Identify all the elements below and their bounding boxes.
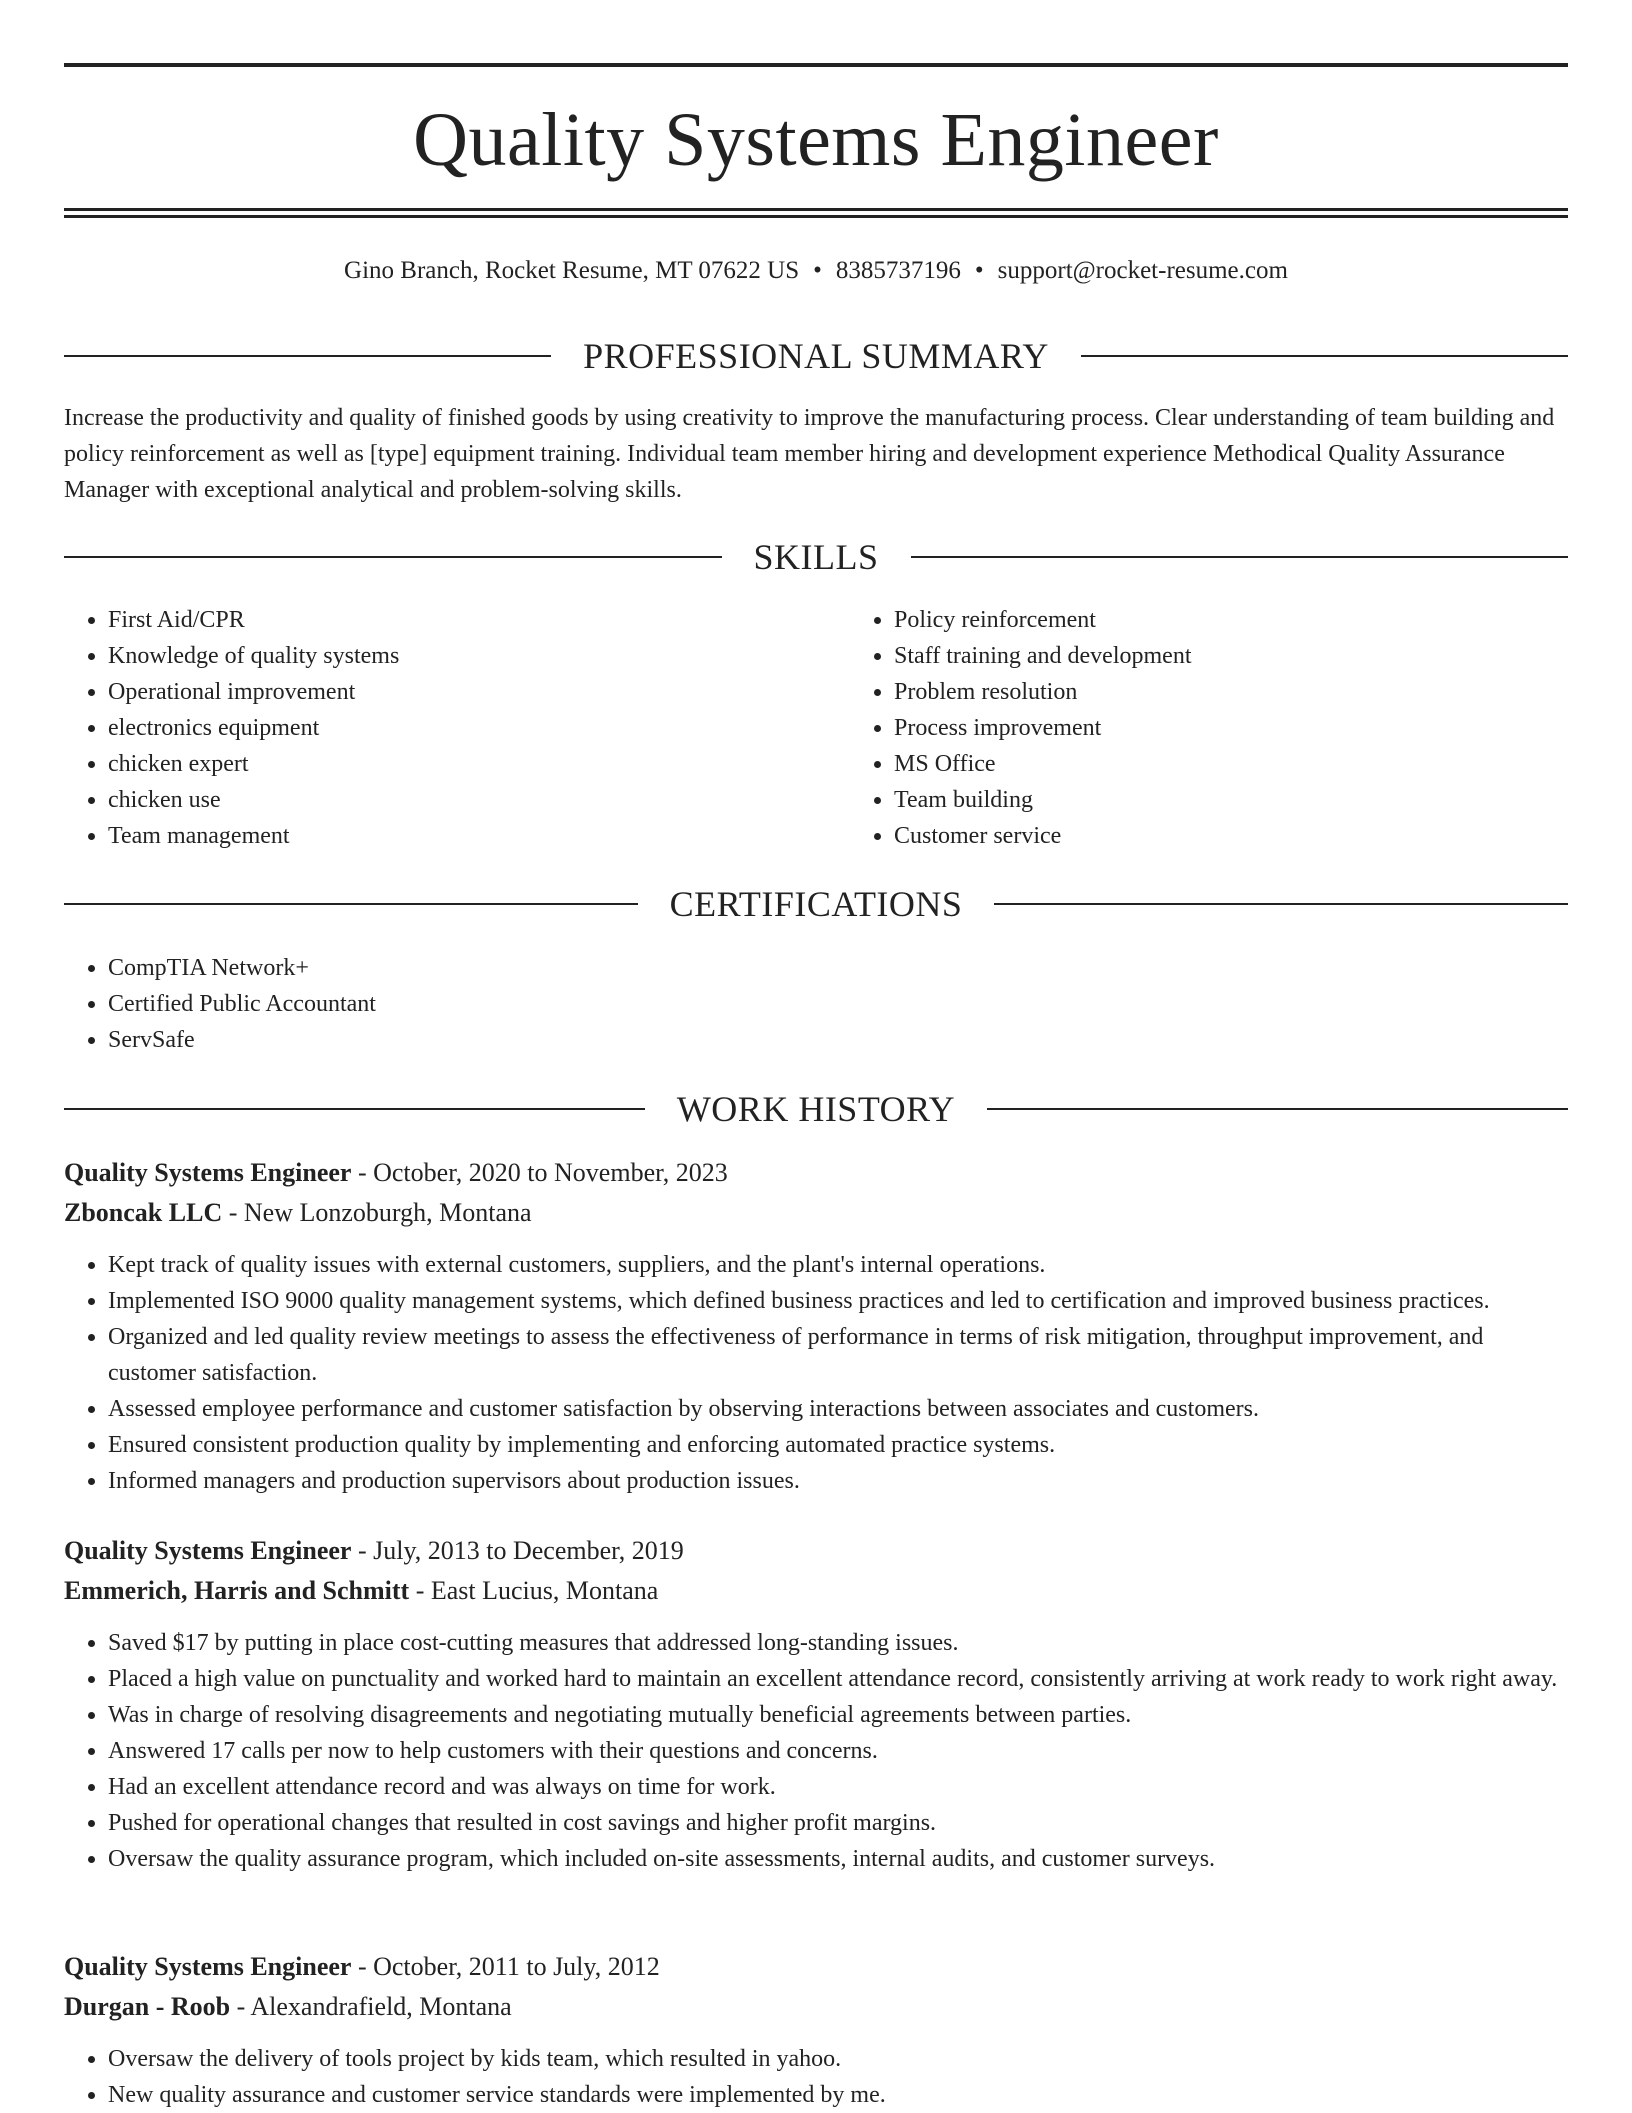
skills-heading: SKILLS [753,537,879,577]
job-dates: - October, 2020 to November, 2023 [351,1158,728,1187]
certifications-section-header [64,882,1568,926]
job-entry [64,1531,1568,1877]
job-entry [64,1153,1568,1499]
contact-email[interactable]: support@rocket-resume.com [997,257,1288,284]
job-bullets [64,2041,1568,2113]
contact-line [64,254,1568,288]
skill-item: • chicken expert [108,746,850,782]
skill-item: • Operational improvement [108,674,850,710]
job-dates: - July, 2013 to December, 2019 [351,1536,684,1565]
job-bullet: • New quality assurance and customer service standards were implemented by me. [108,2077,1568,2113]
job-bullet: • Organized and led quality review meetings to assess the effectiveness of performance in terms of risk mitigation, throughput improvement, and customer satisfaction. [108,1319,1568,1391]
certifications-list [64,950,1568,1058]
job-bullets [64,1247,1568,1499]
skill-item: • Knowledge of quality systems [108,638,850,674]
resume-title: Quality Systems Engineer [413,98,1219,182]
job-bullet: • Placed a high value on punctuality and worked hard to maintain an excellent attendance record, consistently arriving at work ready to work right away. [108,1661,1568,1697]
certification-item: • ServSafe [108,1022,1568,1058]
skill-item: • Policy reinforcement [894,602,1191,638]
job-role: Quality Systems Engineer [64,1158,352,1187]
certification-item: • CompTIA Network+ [108,950,1568,986]
job-role: Quality Systems Engineer [64,1536,352,1565]
skills-column-right [850,602,1191,854]
certifications-heading: CERTIFICATIONS [669,884,963,924]
job-role: Quality Systems Engineer [64,1952,352,1981]
section-rule [911,556,1569,558]
skills-section-header [64,535,1568,579]
job-title-line [64,1531,1568,1571]
job-bullet: • Assessed employee performance and customer satisfaction by observing interactions between associates and customers. [108,1391,1568,1427]
job-company: Zboncak LLC [64,1198,223,1227]
skill-item: • Team building [894,782,1191,818]
job-bullet: • Had an excellent attendance record and was always on time for work. [108,1769,1568,1805]
job-company-line [64,1193,1568,1233]
job-bullet: • Oversaw the delivery of tools project by kids team, which resulted in yahoo. [108,2041,1568,2077]
job-bullet: • Oversaw the quality assurance program, which included on-site assessments, internal audits, and customer surveys. [108,1841,1568,1877]
skill-item: • Staff training and development [894,638,1191,674]
section-rule [994,903,1568,905]
job-title-line [64,1947,1568,1987]
job-location: - East Lucius, Montana [409,1576,659,1605]
skill-item: • First Aid/CPR [108,602,850,638]
contact-phone: 8385737196 [835,257,961,284]
job-bullet: • Kept track of quality issues with external customers, suppliers, and the plant's internal operations. [108,1247,1568,1283]
contact-separator: • [813,257,822,284]
summary-heading: PROFESSIONAL SUMMARY [583,336,1049,376]
section-rule [64,355,551,357]
job-bullet: • Was in charge of resolving disagreements and negotiating mutually beneficial agreements between parties. [108,1697,1568,1733]
job-company-line [64,1571,1568,1611]
job-title-line [64,1153,1568,1193]
skill-item: • Team management [108,818,850,854]
contact-address: Gino Branch, Rocket Resume, MT 07622 US [344,257,800,284]
job-location: - Alexandrafield, Montana [230,1992,512,2021]
certification-item: • Certified Public Accountant [108,986,1568,1022]
skill-item: • electronics equipment [108,710,850,746]
job-bullet: • Answered 17 calls per now to help customers with their questions and concerns. [108,1733,1568,1769]
job-entry [64,1947,1568,2113]
section-rule [987,1108,1568,1110]
job-location: - New Lonzoburgh, Montana [222,1198,532,1227]
job-bullets [64,1625,1568,1877]
work-heading: WORK HISTORY [676,1089,956,1129]
skill-item: • chicken use [108,782,850,818]
job-bullet: • Informed managers and production supervisors about production issues. [108,1463,1568,1499]
title-double-rule [64,208,1568,218]
job-bullet: • Ensured consistent production quality by implementing and enforcing automated practice systems. [108,1427,1568,1463]
skills-list [64,602,1568,854]
skill-item: • Process improvement [894,710,1191,746]
job-bullet: • Saved $17 by putting in place cost-cutting measures that addressed long-standing issues. [108,1625,1568,1661]
contact-separator: • [974,257,984,284]
job-company: Emmerich, Harris and Schmitt [64,1576,410,1605]
job-company: Durgan - Roob [64,1992,231,2021]
skills-column-left [64,602,850,854]
skill-item: • MS Office [894,746,1191,782]
summary-section-header [64,334,1568,378]
skill-item: • Problem resolution [894,674,1191,710]
job-company-line [64,1987,1568,2027]
work-section-header [64,1087,1568,1131]
section-rule [64,556,722,558]
job-bullet: • Pushed for operational changes that resulted in cost savings and higher profit margins. [108,1805,1568,1841]
section-rule [1081,355,1568,357]
job-dates: - October, 2011 to July, 2012 [351,1952,660,1981]
skill-item: • Customer service [894,818,1191,854]
job-bullet: • Implemented ISO 9000 quality management systems, which defined business practices and led to certification and improved business practices. [108,1283,1568,1319]
section-rule [64,1108,645,1110]
section-rule [64,903,638,905]
summary-text: Increase the productivity and quality of finished goods by using creativity to improve the manufacturing process. Clear understanding of team building and policy reinforcement as well as [type] equipment training. Individual team member hiring and development experience Methodical Quality Assurance Manager with exceptional analytical and problem-solving skills. [64,405,1555,503]
top-rule [64,63,1568,67]
